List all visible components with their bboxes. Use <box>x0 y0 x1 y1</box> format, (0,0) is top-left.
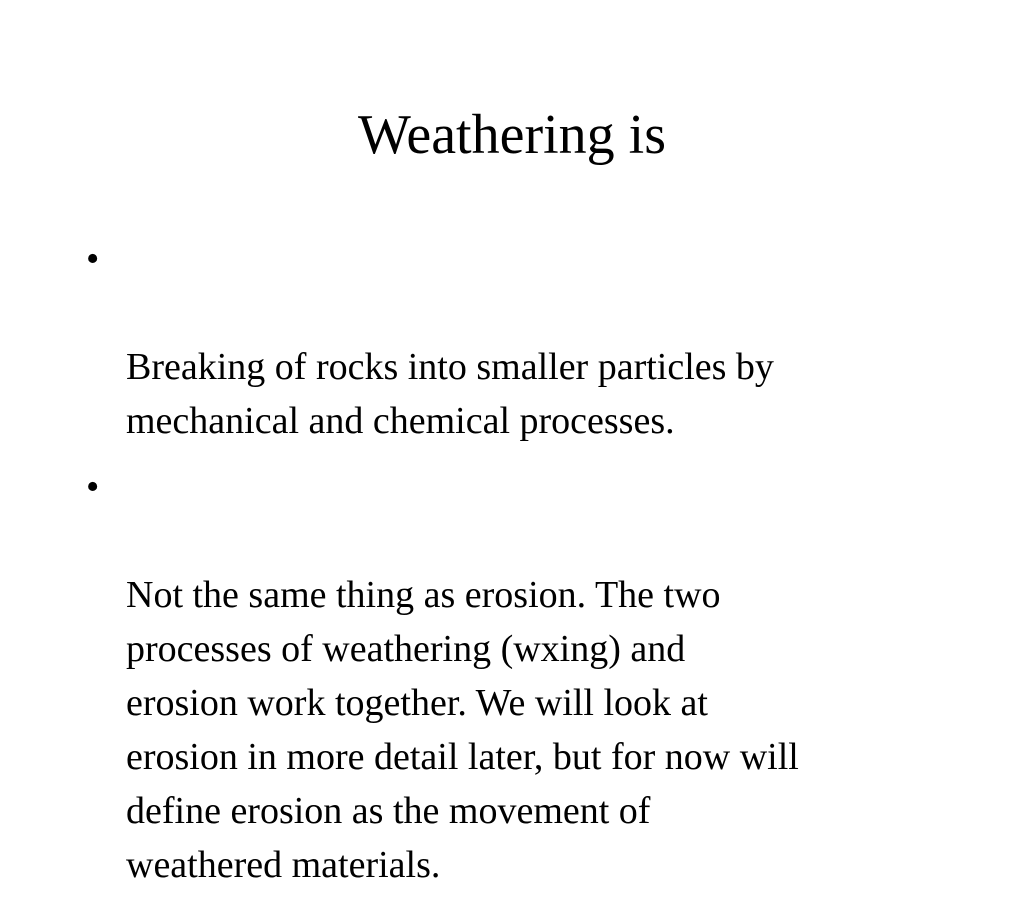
bullet-text: Not the same thing as erosion. The two processes of weathering (wxing) and erosion work together. We will look at erosion in more detail later, but for now will define erosion as the movement of weathered materials. <box>126 574 799 886</box>
bullet-text: Breaking of rocks into smaller particles by mechanical and chemical processes. <box>126 346 774 442</box>
bullet-item <box>86 232 956 448</box>
bullet-icon: • <box>86 466 100 508</box>
bullet-icon: • <box>86 238 100 280</box>
bullet-list <box>86 232 956 904</box>
slide-title: Weathering is <box>357 104 667 166</box>
bullet-item <box>86 460 956 892</box>
